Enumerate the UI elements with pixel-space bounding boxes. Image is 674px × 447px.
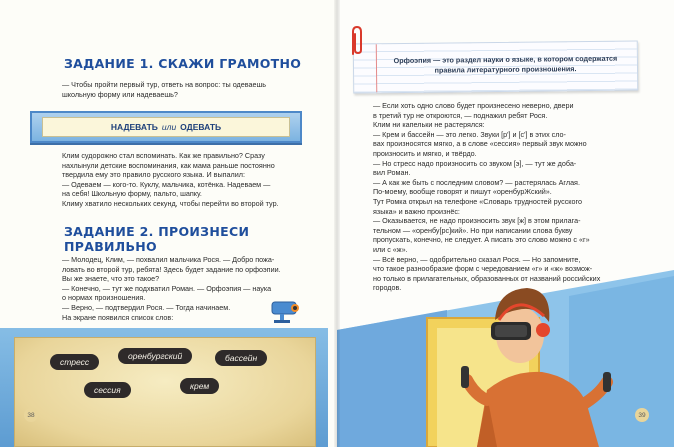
text-line: — Оказывается, не надо произносить звук [ж] в этом прилага-	[373, 216, 581, 226]
text-line: На экране появился список слов:	[62, 312, 174, 322]
task2-heading: ЗАДАНИЕ 2. ПРОИЗНЕСИ ПРАВИЛЬНО	[64, 224, 250, 254]
right-body	[373, 101, 649, 293]
text-line: но только в прилагательных, образованных от названий российских	[373, 273, 601, 283]
choice-sign	[30, 111, 302, 143]
paperclip-icon	[347, 24, 367, 60]
text-line: — Но стресс надо произносить со звуком [э], — тут же доба-	[373, 158, 577, 168]
text-line: школьную форму или надеваешь?	[62, 89, 178, 99]
text-line: пропускать, конечно, не следует. А писать это слово можно с «г»	[373, 235, 590, 245]
word-sessiya: сессия	[84, 382, 131, 398]
text-line: вах произносятся мягко, а в слове «сессия» первый звук можно	[373, 139, 587, 149]
word-basseyn: бассейн	[215, 350, 267, 366]
task1-body	[62, 151, 328, 209]
definition-note	[353, 41, 639, 94]
text-line: городов.	[373, 283, 402, 293]
text-line: Клим судорожно стал вспоминать. Как же правильно? Сразу	[62, 151, 265, 160]
text-line: — Конечно, — тут же подхватил Роман. — Орфоэпия — наука	[62, 283, 272, 293]
text-line: — Если хоть одно слово будет произнесено неверно, двери	[373, 101, 574, 110]
page-number: 39	[635, 408, 649, 422]
word-orenburgsky: оренбургский	[118, 348, 192, 364]
text-line: тельном — «оренбу[рс]кий». Но при написании слова букву	[373, 225, 573, 235]
choice-sign-board	[42, 117, 290, 137]
text-line: — Молодец, Клим, — похвалил мальчика Рося. — Добро пожа-	[62, 255, 275, 264]
text-line: нахлынули детские воспоминания, как мама раньше постоянно	[62, 160, 275, 170]
text-line: ловать во второй тур, ребята! Здесь будет задание по орфоэпии.	[62, 264, 281, 274]
word-stress: стресс	[50, 354, 99, 370]
text-line: — Чтобы пройти первый тур, ответь на вопрос: ты одеваешь	[62, 80, 266, 89]
text-line: о нормах произношения.	[62, 293, 146, 303]
text-line: — Крем и бассейн — это легко. Звуки [р'] и [с'] в этих сло-	[373, 129, 566, 139]
right-page	[337, 0, 674, 447]
text-line: вил Роман.	[373, 168, 411, 178]
text-line: — Верно, — подтвердил Рося. — Тогда начинаем.	[62, 302, 231, 312]
sign-option-odevat: ОДЕВАТЬ	[180, 122, 222, 132]
text-line: в третий тур не откроются, — поднажил ребят Рося.	[373, 110, 548, 120]
task1-intro	[62, 80, 324, 99]
sign-or: или	[161, 122, 177, 132]
security-camera-icon	[268, 296, 304, 324]
note-margin-line	[376, 44, 378, 92]
page-number: 38	[24, 408, 38, 422]
text-line: на себя! Школьную форму, пальто, шапку.	[62, 189, 202, 199]
sign-option-nadevat: НАДЕВАТЬ	[110, 122, 158, 132]
text-line: произносить и мягко, и твёрдо.	[373, 148, 477, 158]
word-krem: крем	[180, 378, 219, 394]
text-line: По-моему, вообще говорят и пишут «оренбурЖский».	[373, 187, 552, 197]
text-line: что такое разнообразие форм с чередованием «г» и «ж» возмож-	[373, 264, 593, 274]
text-line: — А как же быть с последним словом? — растерялась Аглая.	[373, 177, 580, 187]
text-line: Тут Ромка открыл на телефоне «Словарь трудностей русского	[373, 196, 582, 206]
text-line: языка» и важно произнёс:	[373, 206, 460, 216]
text-line: — Одеваем — кого-то. Куклу, мальчика, котёнка. Надеваем —	[62, 179, 271, 189]
text-line: твердила ему это правило русского языка. И выпалил:	[62, 170, 245, 180]
text-line: или с «ж».	[373, 244, 408, 254]
text-line: — Всё верно, — одобрительно сказал Рося. — Но запомните,	[373, 254, 581, 264]
text-line: Клим ни капельки не растерялся:	[373, 120, 485, 130]
text-line: Климу хватило нескольких секунд, чтобы перейти во второй тур.	[62, 198, 279, 208]
task1-heading: ЗАДАНИЕ 1. СКАЖИ ГРАМОТНО	[64, 56, 302, 71]
text-line: Вы же знаете, что это такое?	[62, 274, 160, 284]
definition-text: Орфоэпия — это раздел науки о языке, в котором содержатся правила литературного произношения.	[393, 53, 618, 75]
book-gutter	[334, 0, 340, 447]
